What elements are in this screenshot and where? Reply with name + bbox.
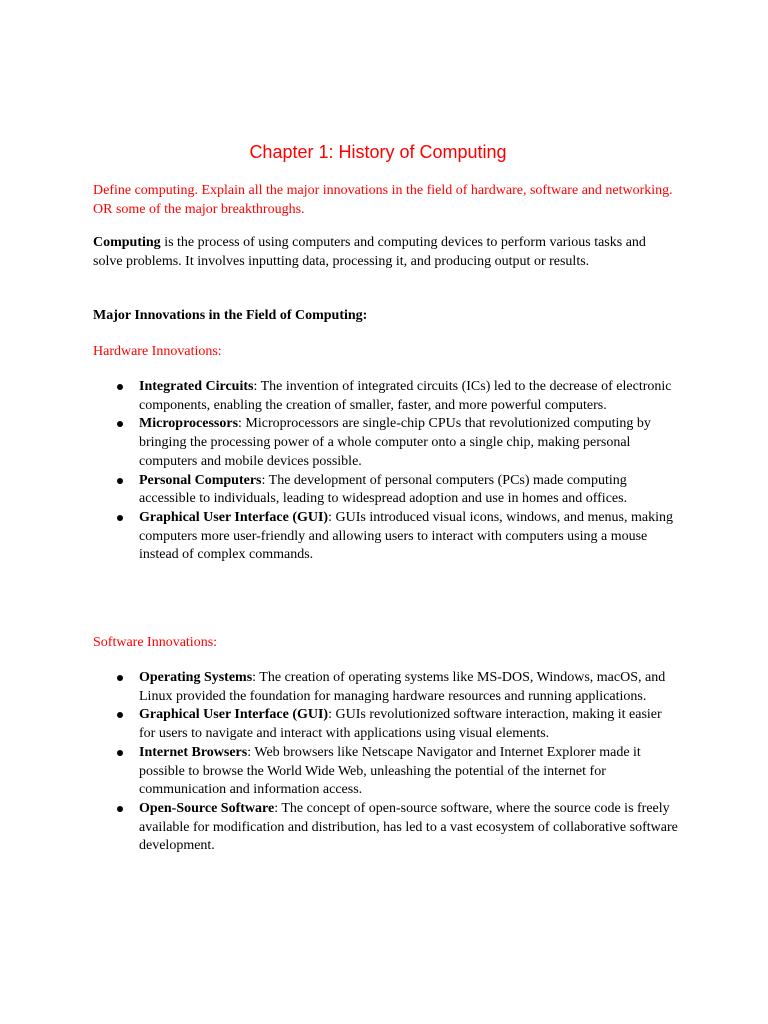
item-text: : Microprocessors are single-chip CPUs that revolutionized computing by bringing the processing power of a whole computer onto a single chip, making personal computers and mobile devices possible. xyxy=(139,416,651,469)
intro-term: Computing xyxy=(93,235,161,250)
item-text: : GUIs introduced visual icons, windows, and menus, making computers more user-friendly and allowing users to interact with computers using a mouse instead of complex commands. xyxy=(139,509,673,563)
item-term: Operating Systems xyxy=(139,670,253,685)
list-item xyxy=(139,669,679,706)
question-prompt: Define computing. Explain all the major innovations in the field of hardware, software and networking. OR some of the major breakthroughs. xyxy=(93,183,673,217)
list-item xyxy=(139,744,679,800)
item-term: Open-Source Software xyxy=(139,800,275,816)
item-term: Microprocessors xyxy=(139,416,239,432)
list-item xyxy=(139,472,679,509)
list-item xyxy=(139,415,679,471)
software-heading: Software Innovations: xyxy=(93,635,218,650)
hardware-list xyxy=(139,378,679,565)
intro-text: is the process of using computers and computing devices to perform various tasks and solve problems. It involves inputting data, processing it, and producing output or results. xyxy=(93,235,646,269)
item-text: : The invention of integrated circuits (ICs) led to the decrease of electronic components, enabling the creation of smaller, faster, and more powerful computers. xyxy=(139,379,672,413)
list-item xyxy=(139,378,679,415)
software-list xyxy=(139,669,679,856)
intro-paragraph xyxy=(93,233,653,271)
list-item xyxy=(139,706,679,743)
item-term: Personal Computers xyxy=(139,472,262,488)
item-text: : The development of personal computers (PCs) made computing accessible to individuals, leading to widespread adoption and use in homes and offices. xyxy=(139,472,628,507)
item-text: : The creation of operating systems like MS-DOS, Windows, macOS, and Linux provided the foundation for managing hardware resources and running applications. xyxy=(139,670,666,704)
item-term: Internet Browsers xyxy=(139,744,248,760)
item-term: Graphical User Interface (GUI) xyxy=(139,707,329,723)
list-item xyxy=(139,800,679,856)
hardware-heading: Hardware Innovations: xyxy=(93,344,222,359)
major-innovations-heading: Major Innovations in the Field of Computing: xyxy=(93,308,368,323)
item-text: : The concept of open-source software, where the source code is freely available for modification and distribution, has led to a vast ecosystem of collaborative software development. xyxy=(139,800,678,854)
item-text: : Web browsers like Netscape Navigator and Internet Explorer made it possible to browse the World Wide Web, unleashing the potential of the internet for communication and information access. xyxy=(139,744,641,798)
page-title: Chapter 1: History of Computing xyxy=(249,142,507,162)
list-item xyxy=(139,509,679,565)
item-text: : GUIs revolutionized software interaction, making it easier for users to navigate and interact with applications using visual elements. xyxy=(139,707,662,742)
item-term: Integrated Circuits xyxy=(139,379,254,394)
item-term: Graphical User Interface (GUI) xyxy=(139,509,329,525)
